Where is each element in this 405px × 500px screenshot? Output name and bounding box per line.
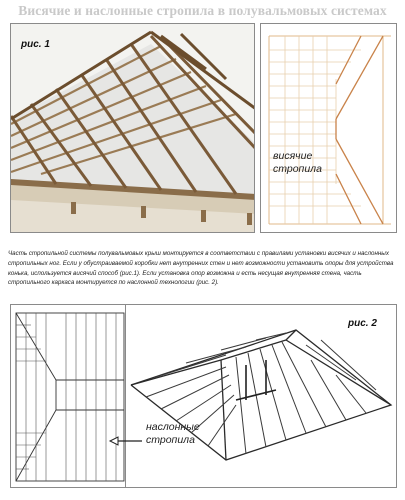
figure-2-label: рис. 2: [348, 318, 377, 329]
plan-view-1-panel: [260, 23, 397, 233]
figure-1-panel: [10, 23, 255, 233]
figure-1-label: рис. 1: [21, 39, 50, 50]
hanging-rafters-illustration: [11, 24, 255, 233]
layered-label-line-1: наслонные: [146, 421, 200, 433]
hanging-rafters-plan: [261, 24, 397, 233]
layered-label-line-2: стропила: [146, 434, 195, 446]
hanging-label-line-1: висячие: [273, 150, 313, 162]
layered-rafters-plan: [11, 305, 127, 488]
description-paragraph: Часть стропильной системы полувальмовых крыш монтируется в соответствии с правилами установки висячих и наслонных стропильных ног. Если у обустраиваемой коробки нет внутренних стен и нет возможности установить опоры для устройства конька, используется висячий способ (рис.1). Если установка опор возможна и есть несущая внутренняя стена, часть стропильного каркаса монтируется по наслонной технологии (рис. 2).: [8, 250, 394, 287]
hanging-rafters-label: [273, 150, 322, 176]
plan-view-2-panel: [10, 304, 127, 488]
layered-rafters-label: [146, 421, 200, 447]
figure-2-panel: [125, 304, 397, 488]
layered-rafters-illustration: [126, 305, 397, 488]
hanging-label-line-2: стропила: [273, 163, 322, 175]
page-title: Висячие и наслонные стропила в полувальмовых системах: [18, 3, 387, 18]
